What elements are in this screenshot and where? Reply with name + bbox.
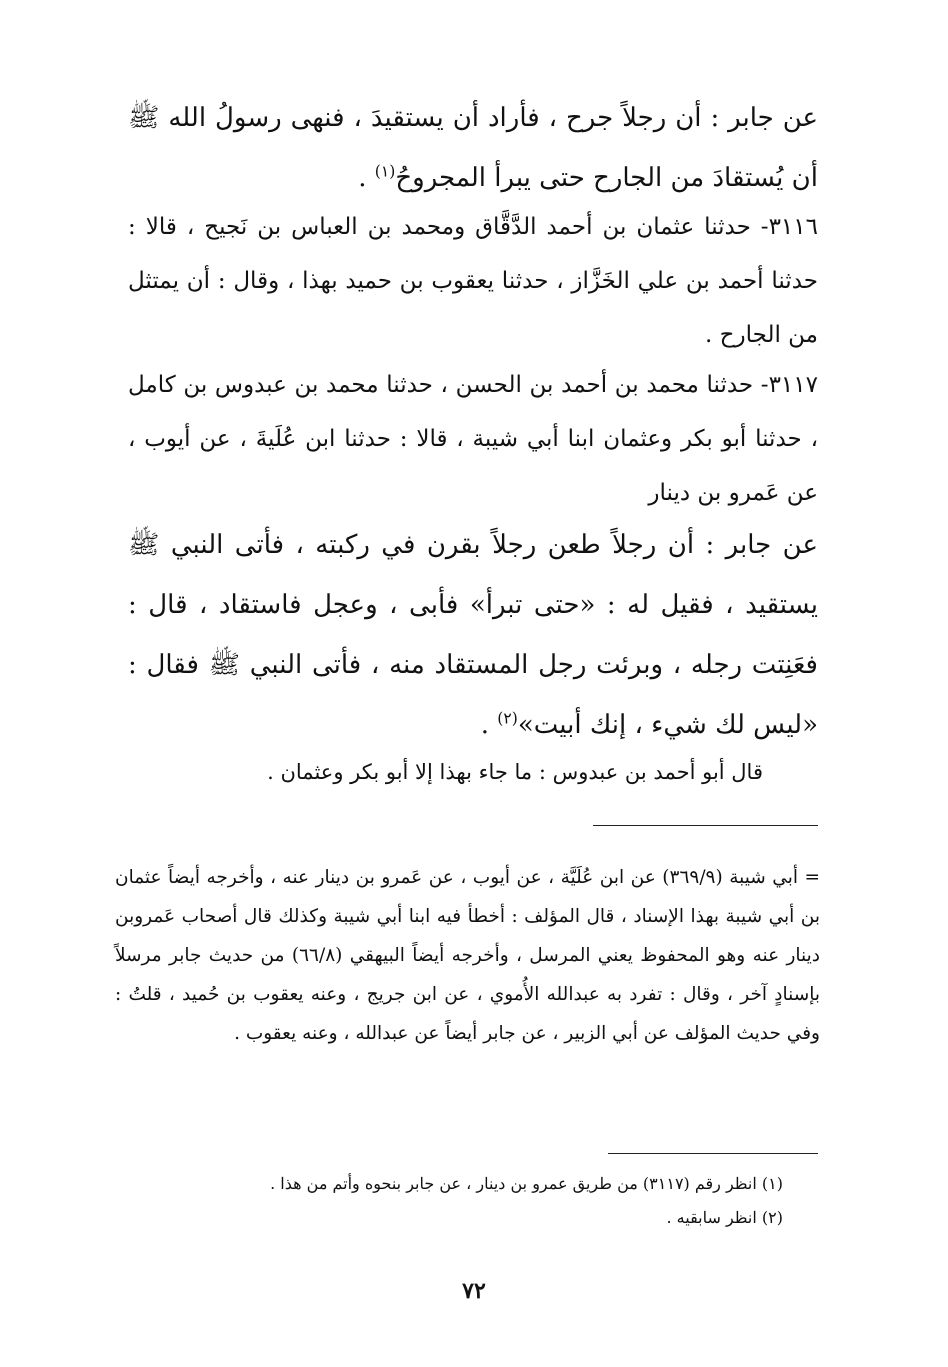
hadith-matn-2-text: عن جابر : أن رجلاً طعن رجلاً بقرن في ركبته ، فأتى النبي ﷺ يستقيد ، فقيل له : «حتى تبرأ» فأبى ، وعجل فاستقاد ، قال : فعَنِتت رجله ، وبرئت رجل المستقاد منه ، فأتى النبي ﷺ فقال : «ليس لك شيء ، إنك أبيت» xyxy=(128,530,818,740)
footnote-separator-2 xyxy=(608,1153,818,1154)
footnote-separator-1 xyxy=(593,825,818,826)
author-comment: قال أبو أحمد بن عبدوس : ما جاء بهذا إلا أبو بكر وعثمان . xyxy=(267,760,763,784)
footnote-ref-1: (١) xyxy=(374,162,396,181)
hadith-matn-1-end: . xyxy=(358,163,375,193)
hadith-matn-1-text: عن جابر : أن رجلاً جرح ، فأراد أن يستقيدَ ، فنهى رسولُ الله ﷺ أن يُستقادَ من الجارح حتى يبرأ المجروحُ xyxy=(128,103,818,193)
hadith-matn-1 xyxy=(128,88,818,208)
footnote-ref-2: (٢) xyxy=(497,709,518,728)
footnotes xyxy=(143,1167,783,1235)
hadith-isnad-3117: ٣١١٧- حدثنا محمد بن أحمد بن الحسن ، حدثنا محمد بن عبدوس بن كامل ، حدثنا أبو بكر وعثمان ابنا أبي شيبة ، قالا : حدثنا ابن عُلَيةَ ، عن أيوب ، عن عَمرو بن دينار xyxy=(128,372,818,506)
hadith-matn-2 xyxy=(128,515,818,755)
page-number: ٧٢ xyxy=(462,1278,486,1304)
hadith-isnad-3116: ٣١١٦- حدثنا عثمان بن أحمد الدَّقَّاق ومحمد بن العباس بن نَجيح ، قالا : حدثنا أحمد بن علي الخَزَّاز ، حدثنا يعقوب بن حميد بهذا ، وقال : أن يمتثل من الجارح . xyxy=(128,214,818,348)
footnote-1: (١) انظر رقم (٣١١٧) من طريق عمرو بن دينار ، عن جابر بنحوه وأتم من هذا . xyxy=(270,1174,783,1193)
footnote-continuation: = أبي شيبة (٣٦٩/٩) عن ابن عُلَيَّة ، عن أيوب ، عن عَمرو بن دينار عنه ، وأخرجه أيضاً عثمان بن أبي شيبة بهذا الإسناد ، قال المؤلف : أخطأ فيه ابنا أبي شيبة وكذلك قال أصحاب عَمروبن دينار عنه وهو المحفوظ يعني المرسل ، وأخرجه أيضاً البيهقي (٦٦/٨) من حديث جابر مرسلاً بإسنادٍ آخر ، وقال : تفرد به عبدالله الأُموي ، عن ابن جريج ، وعنه يعقوب بن حُميد ، قلتُ : وفي حديث المؤلف عن أبي الزبير ، عن جابر أيضاً عن عبدالله ، وعنه يعقوب . xyxy=(115,867,821,1044)
hadith-matn-2-end: . xyxy=(480,710,498,740)
footnote-2: (٢) انظر سابقيه . xyxy=(666,1208,783,1227)
